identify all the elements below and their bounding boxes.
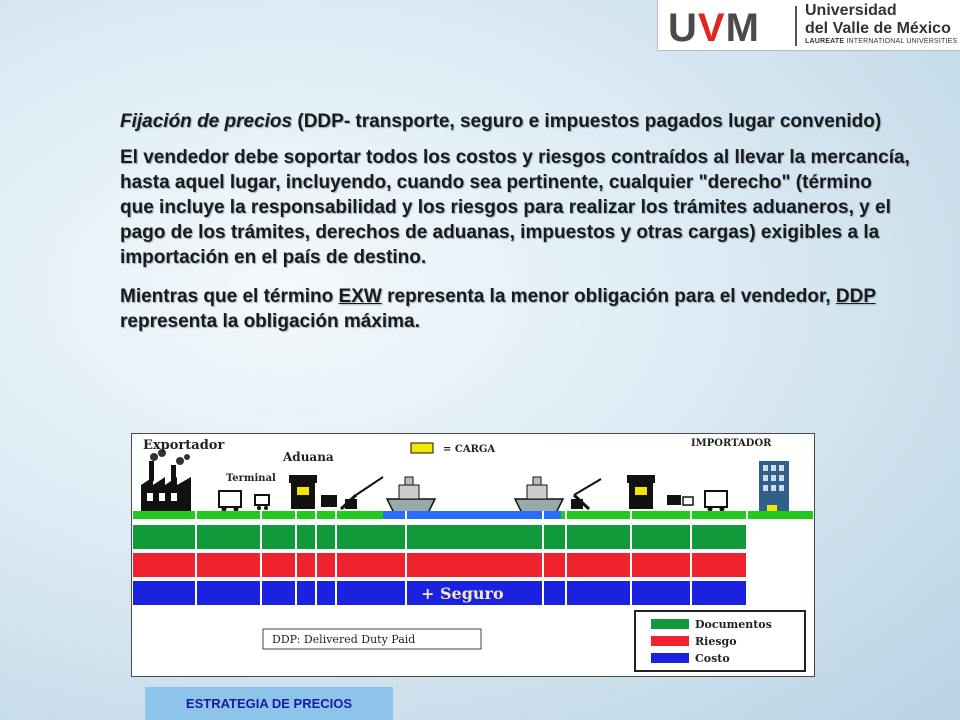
label-seguro: + Seguro [421,584,504,603]
content-text [120,110,910,348]
heading-rest: (DDP- transporte, seguro e impuestos pagados lugar convenido) [292,111,882,132]
legend-label-documentos: Documentos [695,618,772,631]
label-importador: IMPORTADOR [691,438,772,449]
legend-swatch-riesgo [651,636,689,646]
importer-building-icon [759,461,789,513]
footer-section-tag [145,687,393,720]
ground-left [133,511,383,519]
legend-label-costo: Costo [695,652,730,665]
term-exw: EXW [338,286,382,307]
water [383,511,561,519]
legend-swatch-documentos [651,619,689,629]
ddp-diagram [131,433,815,677]
uvm-logo [657,0,960,51]
legend-label-riesgo: Riesgo [695,635,737,648]
logo-line2: del Valle de México [805,20,951,37]
carga-swatch [411,443,433,453]
slide-heading [120,110,910,133]
paragraph-ddp-definition: El vendedor debe soportar todos los costos y riesgos contraídos al llevar la mercancía, hasta aquel lugar, incluyendo, cuando sea pertinente, cualquier "derecho" (término que incluye la responsabilidad y los riesgos para realizar los trámites aduaneros, y el pago de los trámites, derechos de aduanas, impuestos y otras cargas) exigibles a la importación en el país de destino. [120,147,910,268]
logo-divider [795,6,797,46]
label-carga: = CARGA [443,444,496,455]
ground-right [561,511,813,519]
label-aduana: Aduana [283,450,334,464]
label-terminal: Terminal [226,473,276,484]
logo-line1: Universidad [805,2,897,19]
logo-line3: LAUREATE INTERNATIONAL UNIVERSITIES [805,38,958,45]
footer-text: ESTRATEGIA DE PRECIOS [185,696,353,711]
band-riesgo [133,553,747,577]
paragraph-comparison: Mientras que el término EXW representa la menor obligación para el vendedor, DDP representa la obligación máxima. [120,286,876,332]
term-ddp: DDP [835,286,876,307]
label-exportador: Exportador [143,438,225,453]
ddp-label: DDP: Delivered Duty Paid [272,633,416,646]
legend-swatch-costo [651,653,689,663]
heading-italic: Fijación de precios [120,111,293,132]
band-documentos [133,525,747,549]
logo-mark: UVM [668,6,760,50]
